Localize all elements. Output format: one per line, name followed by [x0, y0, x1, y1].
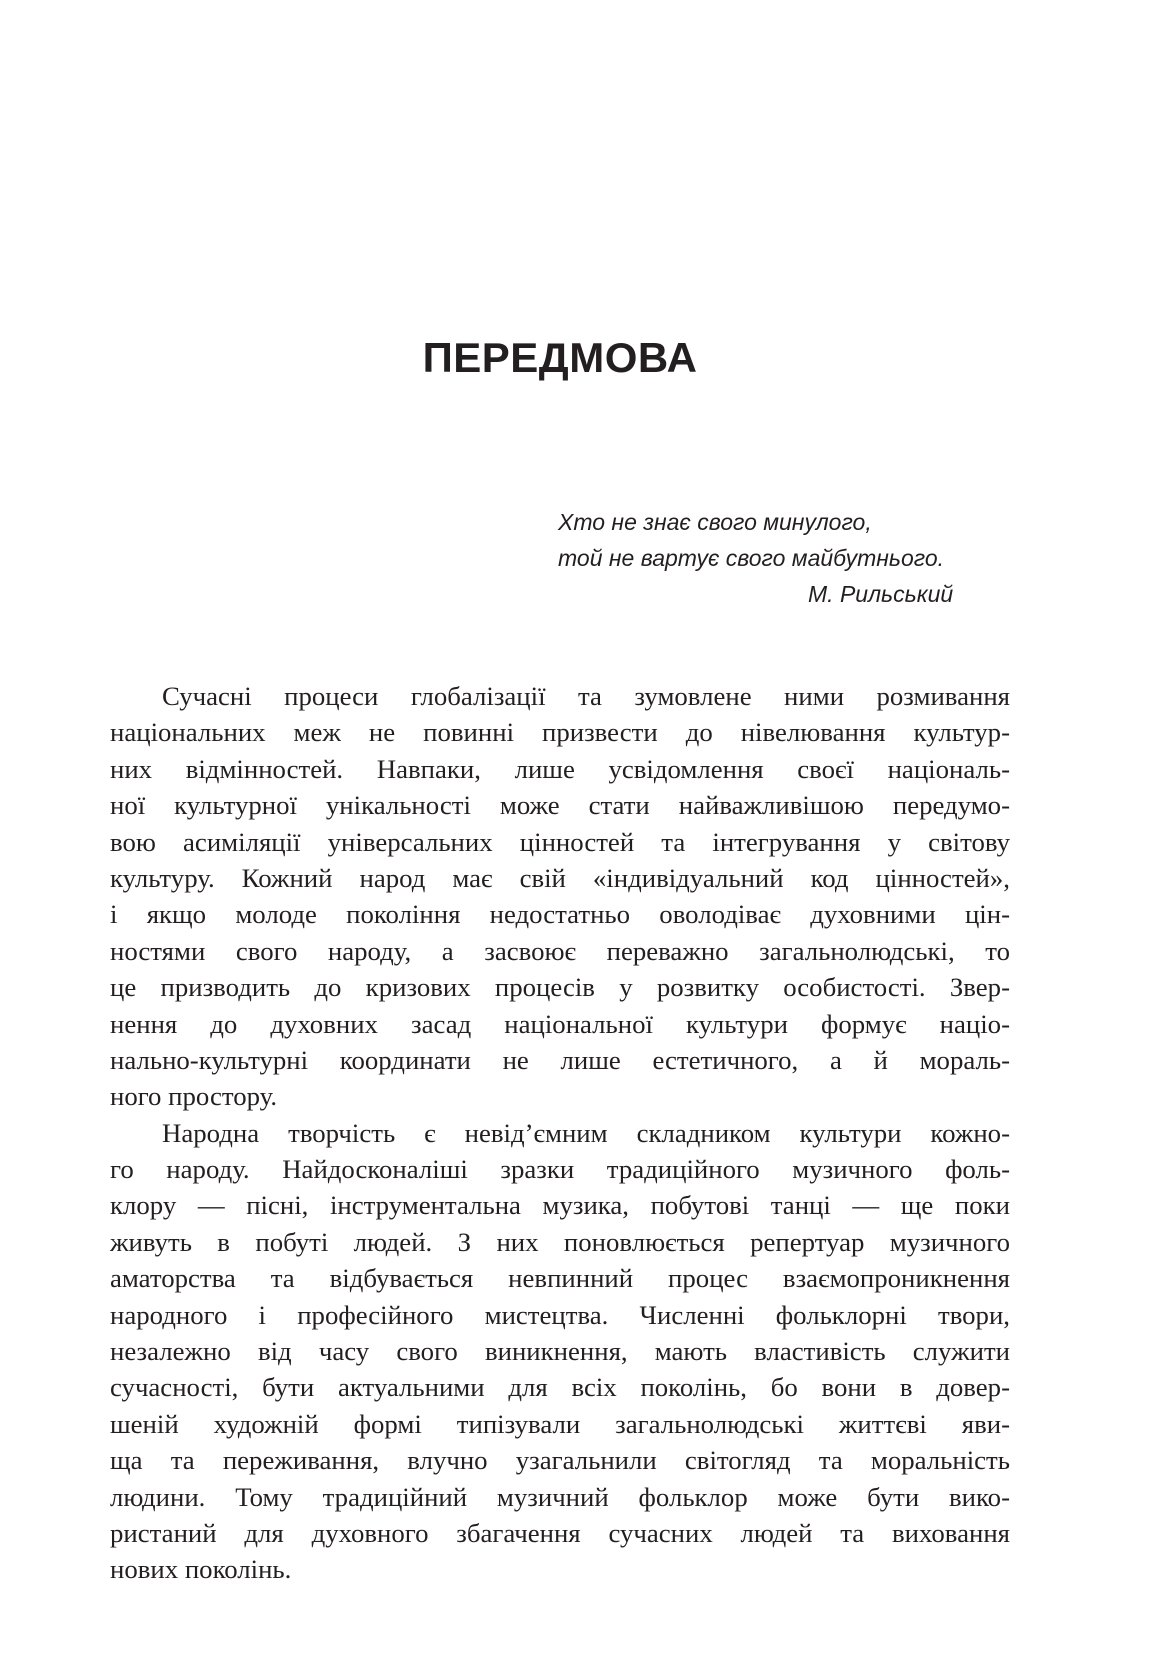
paragraph-1 [110, 678, 1010, 1115]
text-line: ща та переживання, влучно узагальнили світогляд та моральність [110, 1445, 1010, 1476]
text-line: Сучасні процеси глобалізації та зумовлене ними розмивання [162, 681, 1010, 711]
text-line: ної культурної унікальності може стати найважливішою передумо- [110, 790, 1010, 821]
text-line: Народна творчість є невід’ємним складником культури кожно- [162, 1117, 1010, 1148]
epigraph [558, 504, 1008, 612]
text-line: незалежно від часу свого виникнення, мають властивість служити [110, 1336, 1010, 1367]
text-line: ристаний для духовного збагачення сучасних людей та виховання [110, 1517, 1010, 1548]
text-line: культуру. Кожний народ має свій «індивідуальний код цінностей», [110, 862, 1010, 893]
text-line: го народу. Найдосконаліші зразки традиційного музичного фоль- [110, 1154, 1010, 1185]
text-line: них відмінностей. Навпаки, лише усвідомлення своєї національ- [110, 753, 1010, 784]
text-line: живуть в побуті людей. З них поновлюється репертуар музичного [110, 1226, 1010, 1257]
epigraph-line: той не вартує свого майбутнього. [558, 545, 945, 571]
text-line: аматорства та відбувається невпинний процес взаємопроникнення [110, 1263, 1010, 1294]
text-line: нально-культурні координати не лише естетичного, а й мораль- [110, 1044, 1010, 1075]
text-line: людини. Тому традиційний музичний фольклор може бути вико- [110, 1481, 1010, 1512]
paragraph-2 [110, 1115, 1010, 1588]
text-line: це призводить до кризових процесів у розвитку особистості. Звер- [110, 972, 1010, 1003]
text-line: ного простору. [110, 1081, 278, 1112]
text-line: сучасності, бути актуальними для всіх поколінь, бо вони в довер- [110, 1372, 1010, 1403]
text-line: шеній художній формі типізували загальнолюдські життєві яви- [110, 1408, 1010, 1439]
epigraph-author: М. Рильський [808, 581, 954, 607]
text-line: вою асиміляції універсальних цінностей та інтегрування у світову [110, 826, 1010, 857]
text-line: нових поколінь. [110, 1554, 292, 1585]
epigraph-line: Хто не знає свого минулого, [558, 509, 872, 535]
text-line: національних меж не повинні призвести до нівелювання культур- [110, 717, 1010, 748]
page-title: ПЕРЕДМОВА [422, 334, 698, 381]
text-line: клору — пісні, інструментальна музика, побутові танці — ще поки [110, 1190, 1010, 1221]
text-line: ностями свого народу, а засвоює переважно загальнолюдські, то [110, 935, 1010, 966]
body-text [110, 678, 1010, 1588]
text-line: нення до духовних засад національної культури формує націо- [110, 1008, 1010, 1039]
text-line: народного і професійного мистецтва. Численні фольклорні твори, [110, 1299, 1010, 1330]
text-line: і якщо молоде покоління недостатньо оволодіває духовними цін- [110, 899, 1010, 930]
